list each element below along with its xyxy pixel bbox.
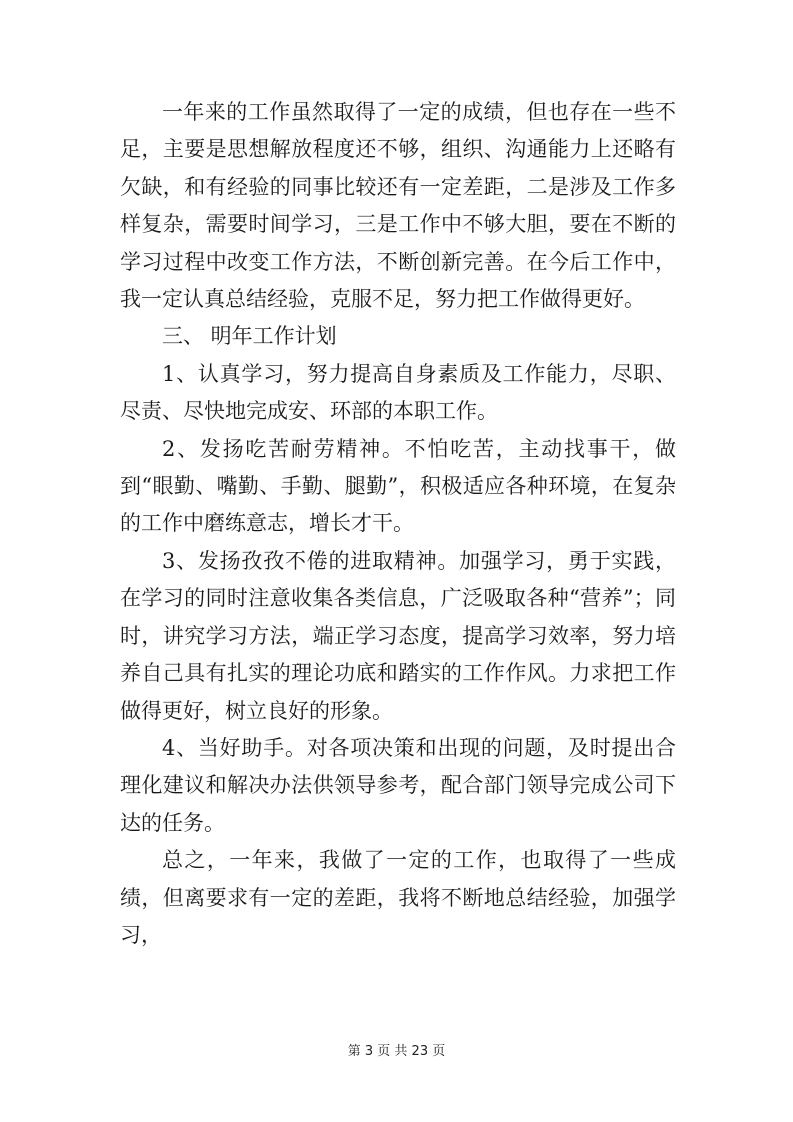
plan-item-3: 3、发扬孜孜不倦的进取精神。加强学习，勇于实践，在学习的同时注意收集各类信息，广泛吸取各种“营养”；同时，讲究学习方法，端正学习态度，提高学习效率，努力培养自己具有扎实的理论功底和踏实的工作作风。力求把工作做得更好，树立良好的形象。: [120, 548, 676, 723]
paragraph-conclusion: 总之，一年来，我做了一定的工作，也取得了一些成绩，但离要求有一定的差距，我将不断地总结经验，加强学习，: [120, 848, 676, 947]
plan-item-2: 2、发扬吃苦耐劳精神。不怕吃苦，主动找事干，做到“眼勤、嘴勤、手勤、腿勤”，积极适应各种环境，在复杂的工作中磨练意志，增长才干。: [120, 436, 676, 536]
section-heading-next-year-plan: 三、 明年工作计划: [162, 324, 337, 349]
document-body: [120, 94, 676, 954]
page-number-footer: 第 3 页 共 23 页: [347, 1044, 446, 1059]
paragraph-shortcomings: 一年来的工作虽然取得了一定的成绩，但也存在一些不足，主要是思想解放程度还不够，组织、沟通能力上还略有欠缺，和有经验的同事比较还有一定差距，二是涉及工作多样复杂，需要时间学习，三是工作中不够大胆，要在不断的学习过程中改变工作方法，不断创新完善。在今后工作中，我一定认真总结经验，克服不足，努力把工作做得更好。: [120, 100, 676, 312]
plan-item-4: 4、当好助手。对各项决策和出现的问题，及时提出合理化建议和解决办法供领导参考，配合部门领导完成公司下达的任务。: [120, 735, 676, 835]
plan-item-1: 1、认真学习，努力提高自身素质及工作能力，尽职、尽责、尽快地完成安、环部的本职工作。: [120, 361, 676, 424]
